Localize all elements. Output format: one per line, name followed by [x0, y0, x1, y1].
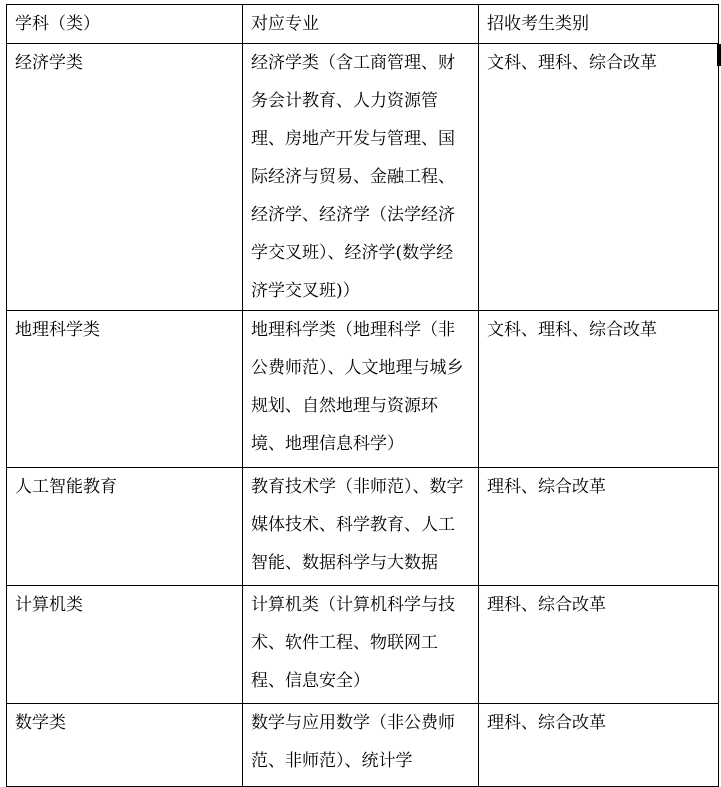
discipline-cell: 人工智能教育 — [7, 468, 243, 586]
page-edge-mark — [717, 44, 721, 66]
header-categories: 招收考生类别 — [479, 5, 719, 44]
table-row — [7, 468, 719, 586]
table-row — [7, 586, 719, 704]
admission-majors-table — [6, 4, 719, 787]
categories-cell: 理科、综合改革 — [479, 468, 719, 586]
majors-cell: 计算机类（计算机科学与技术、软件工程、物联网工程、信息安全） — [243, 586, 479, 704]
header-majors: 对应专业 — [243, 5, 479, 44]
header-discipline: 学科（类） — [7, 5, 243, 44]
majors-cell: 经济学类（含工商管理、财务会计教育、人力资源管理、房地产开发与管理、国际经济与贸易、金融工程、经济学、经济学（法学经济学交叉班）、经济学(数学经济学交叉班)） — [243, 44, 479, 311]
discipline-cell: 数学类 — [7, 704, 243, 787]
categories-cell: 理科、综合改革 — [479, 586, 719, 704]
table-header-row — [7, 5, 719, 44]
categories-cell: 文科、理科、综合改革 — [479, 311, 719, 468]
categories-cell: 文科、理科、综合改革 — [479, 44, 719, 311]
majors-cell: 数学与应用数学（非公费师范、非师范）、统计学 — [243, 704, 479, 787]
discipline-cell: 计算机类 — [7, 586, 243, 704]
table-row — [7, 704, 719, 787]
table-row — [7, 44, 719, 311]
majors-cell: 教育技术学（非师范）、数字媒体技术、科学教育、人工智能、数据科学与大数据 — [243, 468, 479, 586]
table-row — [7, 311, 719, 468]
discipline-cell: 地理科学类 — [7, 311, 243, 468]
categories-cell: 理科、综合改革 — [479, 704, 719, 787]
majors-cell: 地理科学类（地理科学（非公费师范）、人文地理与城乡规划、自然地理与资源环境、地理信息科学） — [243, 311, 479, 468]
discipline-cell: 经济学类 — [7, 44, 243, 311]
